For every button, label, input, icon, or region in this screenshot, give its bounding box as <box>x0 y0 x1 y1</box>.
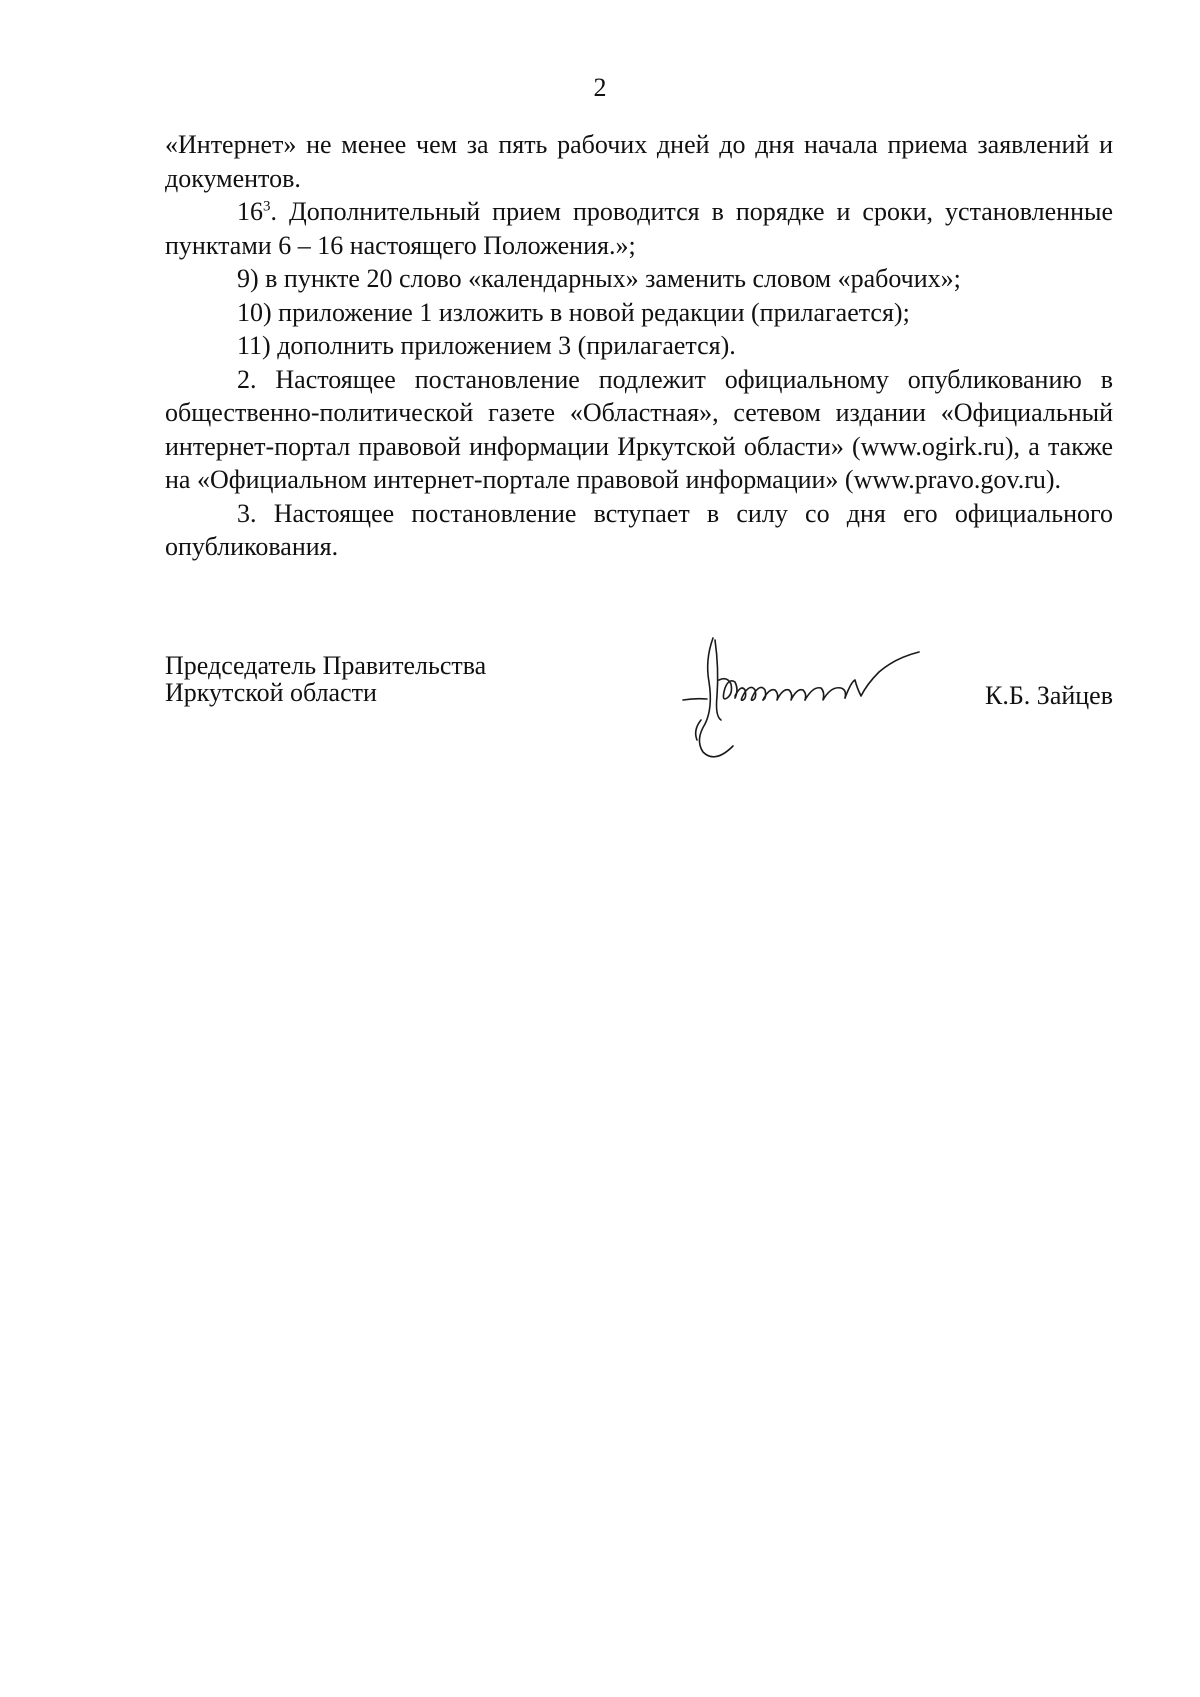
signatory-title <box>165 652 486 706</box>
paragraph-section-3: 3. Настоящее постановление вступает в силу со дня его официального опубликования. <box>165 498 1113 561</box>
clause-number: 16 <box>237 197 263 226</box>
paragraph-item-9: 9) в пункте 20 слово «календарных» заменить словом «рабочих»; <box>237 264 961 293</box>
signature-block <box>165 652 1113 772</box>
signatory-title-line-1: Председатель Правительства <box>165 651 487 680</box>
signatory-name: К.Б. Зайцев <box>985 681 1113 710</box>
clause-superscript: 3 <box>263 198 271 215</box>
paragraph-section-2: 2. Настоящее постановление подлежит официальному опубликованию в общественно-политической газете «Областная», сетевом издании «Официальный интернет-портал правовой информации Иркутской области» (www.ogirk.ru), а также на «Официальном интернет-портале правовой информации» (www.pravo.gov.ru). <box>165 364 1113 494</box>
page-number: 2 <box>593 73 607 102</box>
clause-text: . Дополнительный прием проводится в порядке и сроки, установленные пунктами 6 – 16 настоящего Положения.»; <box>165 197 1113 260</box>
handwritten-signature <box>675 620 935 770</box>
paragraph-item-10: 10) приложение 1 изложить в новой редакции (прилагается); <box>237 297 910 327</box>
paragraph-16-3 <box>165 195 1113 262</box>
paragraph-continuation: «Интернет» не менее чем за пять рабочих дней до дня начала приема заявлений и документов. <box>165 130 1113 193</box>
paragraph-item-11: 11) дополнить приложением 3 (прилагается). <box>237 331 736 360</box>
signatory-title-line-2: Иркутской области <box>165 678 377 707</box>
document-body <box>165 128 1113 564</box>
